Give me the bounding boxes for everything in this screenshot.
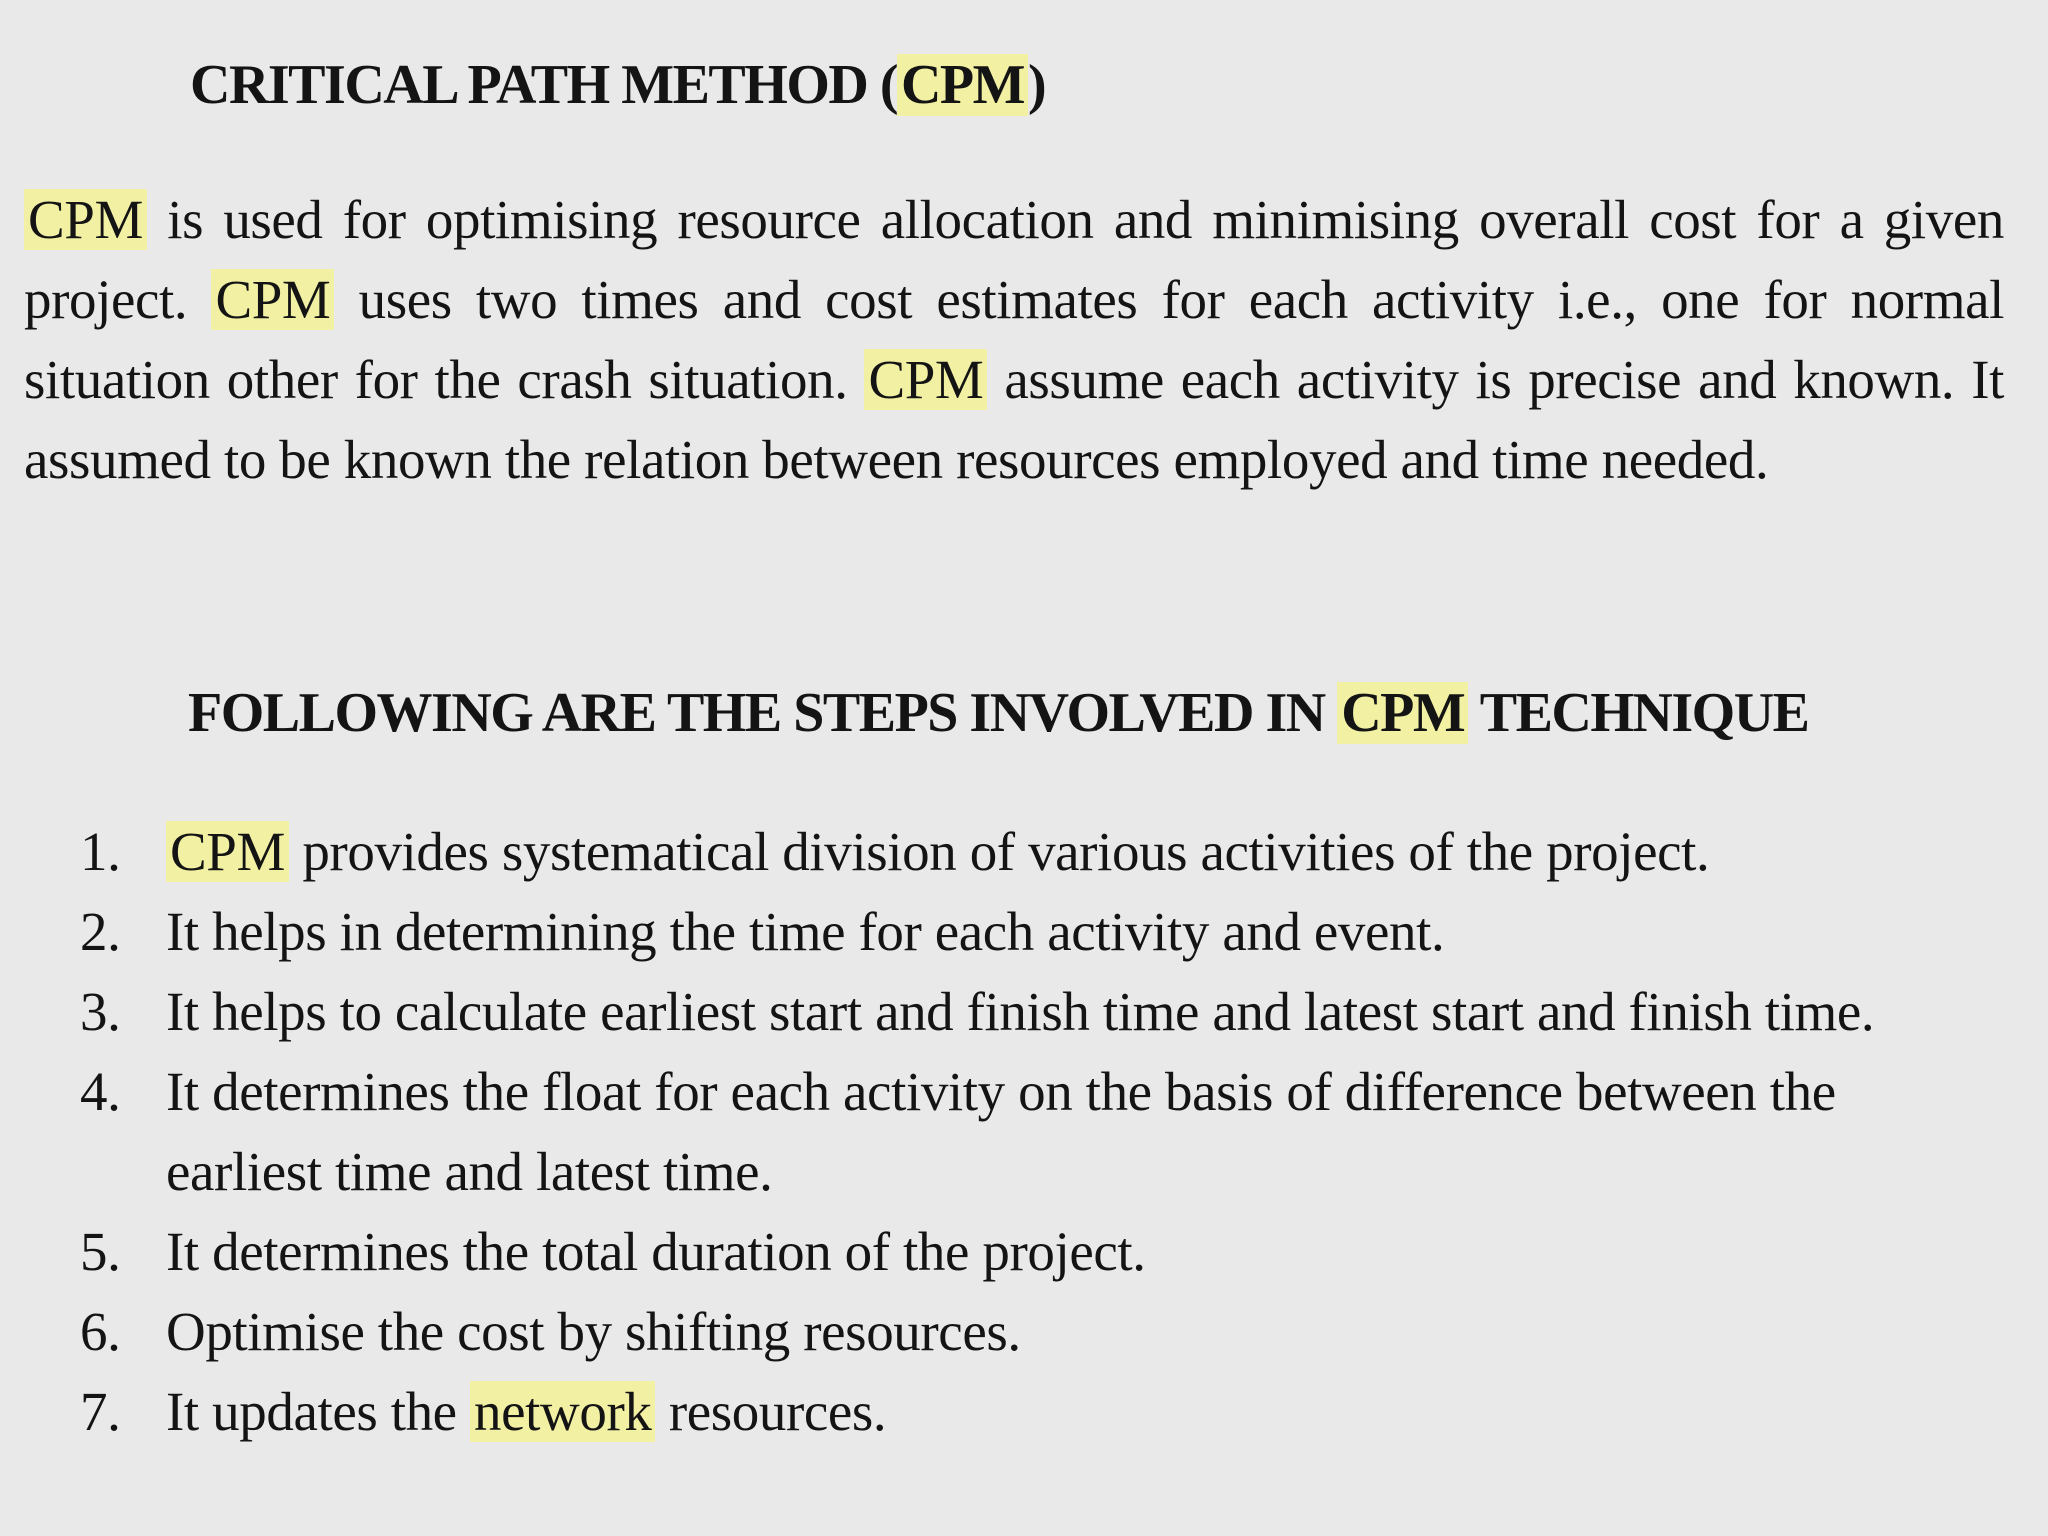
step-text: It helps to calculate earliest start and finish time and latest start and finish time. bbox=[166, 981, 1875, 1042]
title-text: CRITICAL PATH METHOD ( bbox=[190, 54, 897, 116]
highlighted-term: CPM bbox=[211, 269, 334, 330]
intro-paragraph bbox=[24, 180, 2004, 500]
step-number: 3. bbox=[80, 981, 121, 1042]
highlighted-term: CPM bbox=[864, 349, 987, 410]
step-text-body: It updates the bbox=[166, 1381, 471, 1442]
list-item bbox=[80, 972, 2004, 1052]
step-number: 6. bbox=[80, 1301, 121, 1362]
highlighted-term: CPM bbox=[1337, 682, 1468, 744]
step-text bbox=[166, 812, 2004, 892]
step-text: It determines the total duration of the project. bbox=[166, 1221, 1146, 1282]
highlighted-term: CPM bbox=[166, 821, 289, 882]
list-item bbox=[80, 1292, 2004, 1372]
list-item bbox=[80, 1372, 2004, 1452]
step-text: It determines the float for each activity on the basis of difference between the earliest time and latest time. bbox=[166, 1061, 1836, 1202]
step-number: 5. bbox=[80, 1221, 121, 1282]
highlighted-term: network bbox=[470, 1381, 655, 1442]
highlighted-term: CPM bbox=[897, 54, 1028, 116]
step-text: Optimise the cost by shifting resources. bbox=[166, 1301, 1021, 1362]
step-text bbox=[166, 1372, 2004, 1452]
step-text-end: resources. bbox=[655, 1381, 887, 1442]
step-number: 1. bbox=[80, 821, 121, 882]
intro-text: is used for optimising resource allocation and minimising overall cost for a given project. bbox=[24, 189, 2004, 330]
steps-list bbox=[80, 812, 2004, 1452]
list-item bbox=[80, 892, 2004, 972]
list-item bbox=[80, 1052, 2004, 1212]
intro-text: assume each activity is precise and known. It assumed to be known the relation between resources employed and time needed. bbox=[24, 349, 2004, 490]
list-item bbox=[80, 1212, 2004, 1292]
page-title bbox=[190, 52, 1045, 118]
step-text: It helps in determining the time for each activity and event. bbox=[166, 901, 1445, 962]
title-text-end: ) bbox=[1028, 54, 1046, 116]
steps-heading-text: FOLLOWING ARE THE STEPS INVOLVED IN bbox=[188, 682, 1338, 744]
steps-heading bbox=[188, 680, 1809, 746]
list-item bbox=[80, 812, 2004, 892]
step-number: 4. bbox=[80, 1061, 121, 1122]
highlighted-term: CPM bbox=[24, 189, 147, 250]
step-number: 2. bbox=[80, 901, 121, 962]
step-number: 7. bbox=[80, 1381, 121, 1442]
steps-heading-text-end: TECHNIQUE bbox=[1468, 682, 1809, 744]
intro-text: uses two times and cost estimates for each activity i.e., one for normal situation other for the crash situation. bbox=[24, 269, 2004, 410]
step-text-body: provides systematical division of various activities of the project. bbox=[288, 821, 1710, 882]
